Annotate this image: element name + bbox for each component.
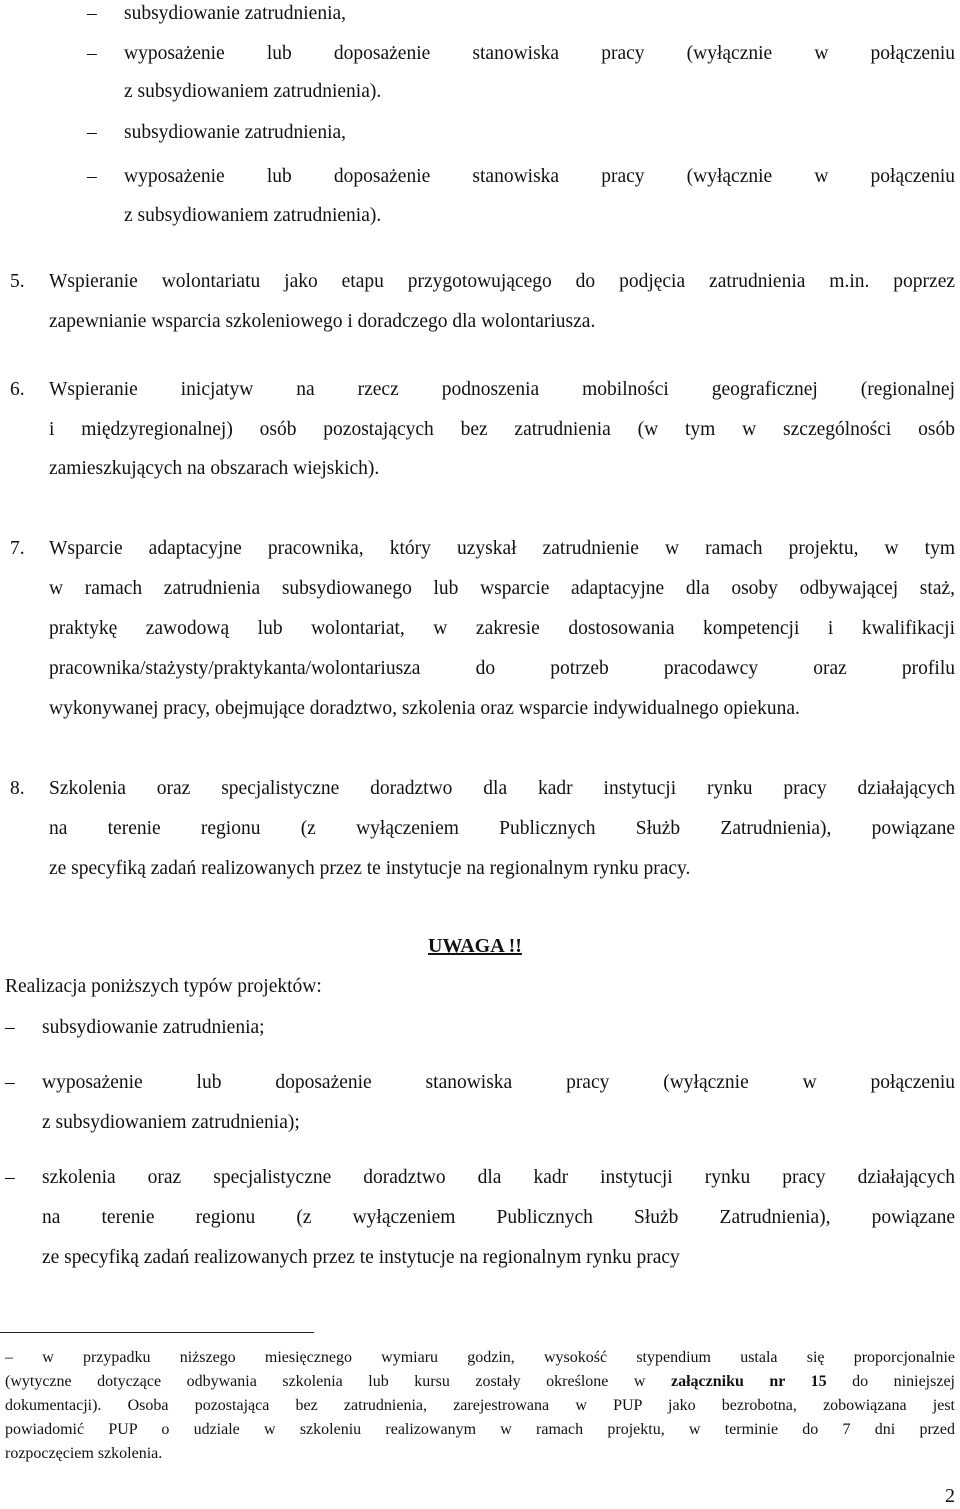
item-text-line: na terenie regionu (z wyłączeniem Publicznych Służb Zatrudnienia), powiązane bbox=[49, 818, 955, 839]
list-item-continuation: ze specyfiką zadań realizowanych przez te instytucje na regionalnym rynku pracy bbox=[42, 1247, 680, 1268]
list-dash: – bbox=[5, 1072, 15, 1093]
item-text-line: w ramach zatrudnienia subsydiowanego lub wsparcie adaptacyjne dla osoby odbywającej staż, bbox=[49, 578, 955, 599]
item-text-line: i międzyregionalnej) osób pozostających bez zatrudnienia (w tym w szczególności osób bbox=[49, 419, 955, 440]
item-number: 8. bbox=[10, 778, 25, 799]
footnote-line bbox=[5, 1370, 955, 1394]
item-text-line: pracownika/stażysty/praktykanta/wolontariusza do potrzeb pracodawcy oraz profilu bbox=[49, 658, 955, 679]
list-dash: – bbox=[5, 1017, 15, 1038]
page-number: 2 bbox=[945, 1485, 955, 1507]
list-dash: – bbox=[87, 43, 97, 64]
uwaga-heading: UWAGA !! bbox=[428, 935, 522, 957]
list-dash: – bbox=[87, 122, 97, 143]
item-text-line: zamieszkujących na obszarach wiejskich). bbox=[49, 458, 380, 479]
list-item-continuation: z subsydiowaniem zatrudnienia). bbox=[124, 205, 382, 226]
footnote bbox=[5, 1346, 955, 1466]
list-item: subsydiowanie zatrudnienia, bbox=[124, 3, 347, 24]
list-item: wyposażenie lub doposażenie stanowiska pracy (wyłącznie w połączeniu bbox=[124, 43, 955, 64]
item-text-line: ze specyfiką zadań realizowanych przez te instytucje na regionalnym rynku pracy. bbox=[49, 858, 691, 879]
list-item: wyposażenie lub doposażenie stanowiska pracy (wyłącznie w połączeniu bbox=[42, 1072, 955, 1093]
list-dash: – bbox=[87, 3, 97, 24]
footnote-line: powiadomić PUP o udziale w szkoleniu realizowanym w ramach projektu, w terminie do 7 dni przed bbox=[5, 1421, 955, 1438]
footnote-line: dokumentacji). Osoba pozostająca bez zatrudnienia, zarejestrowana w PUP jako bezrobotna, zobowiązana jest bbox=[5, 1397, 955, 1414]
item-text-line: Wspieranie wolontariatu jako etapu przygotowującego do podjęcia zatrudnienia m.in. poprzez bbox=[49, 271, 955, 292]
item-number: 7. bbox=[10, 538, 25, 559]
footnote-line: – w przypadku niższego miesięcznego wymiaru godzin, wysokość stypendium ustala się proporcjonalnie bbox=[5, 1349, 955, 1366]
item-text-line: Szkolenia oraz specjalistyczne doradztwo dla kadr instytucji rynku pracy działających bbox=[49, 778, 955, 799]
item-number: 6. bbox=[10, 379, 25, 400]
list-item-continuation: na terenie regionu (z wyłączeniem Publicznych Służb Zatrudnienia), powiązane bbox=[42, 1207, 955, 1228]
list-item: wyposażenie lub doposażenie stanowiska pracy (wyłącznie w połączeniu bbox=[124, 166, 955, 187]
item-text-line: praktykę zawodową lub wolontariat, w zakresie dostosowania kompetencji i kwalifikacji bbox=[49, 618, 955, 639]
footnote-line: rozpoczęciem szkolenia. bbox=[5, 1445, 163, 1462]
footnote-text: do niniejszej bbox=[826, 1373, 955, 1390]
list-dash: – bbox=[5, 1167, 15, 1188]
footnote-separator bbox=[0, 1332, 314, 1333]
list-item-continuation: z subsydiowaniem zatrudnienia). bbox=[124, 81, 382, 102]
footnote-attachment-ref: załączniku nr 15 bbox=[670, 1373, 827, 1390]
footnote-text: (wytyczne dotyczące odbywania szkolenia lub kursu zostały określone w bbox=[5, 1373, 671, 1390]
list-item: subsydiowanie zatrudnienia; bbox=[42, 1017, 265, 1038]
list-item: szkolenia oraz specjalistyczne doradztwo dla kadr instytucji rynku pracy działających bbox=[42, 1167, 955, 1188]
item-text-line: Wsparcie adaptacyjne pracownika, który uzyskał zatrudnienie w ramach projektu, w tym bbox=[49, 538, 955, 559]
item-text-line: Wspieranie inicjatyw na rzecz podnoszenia mobilności geograficznej (regionalnej bbox=[49, 379, 955, 400]
item-text-line: wykonywanej pracy, obejmujące doradztwo, szkolenia oraz wsparcie indywidualnego opiekuna. bbox=[49, 698, 800, 719]
list-item: subsydiowanie zatrudnienia, bbox=[124, 122, 347, 143]
list-dash: – bbox=[87, 166, 97, 187]
item-number: 5. bbox=[10, 271, 25, 292]
item-text-line: zapewnianie wsparcia szkoleniowego i doradczego dla wolontariusza. bbox=[49, 311, 596, 332]
realizacja-intro: Realizacja poniższych typów projektów: bbox=[5, 976, 322, 997]
list-item-continuation: z subsydiowaniem zatrudnienia); bbox=[42, 1112, 300, 1133]
